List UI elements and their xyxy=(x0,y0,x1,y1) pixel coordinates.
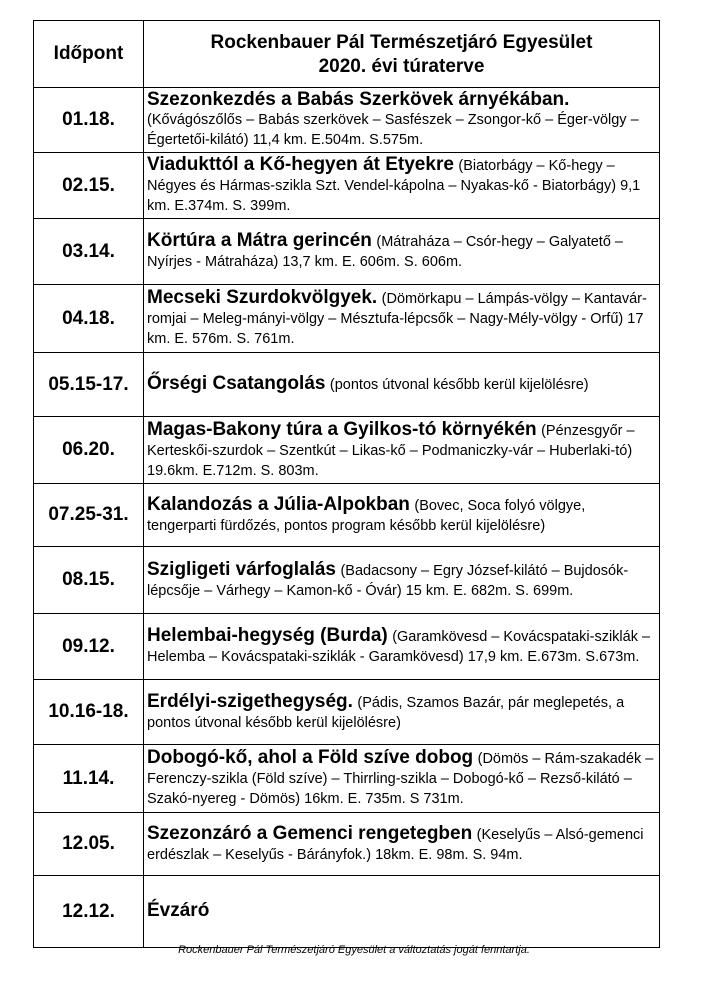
table-header-row xyxy=(34,21,660,88)
row-detail: (Keselyűs – Alsó-gemenci erdészlak – Keselyűs - Bárányfok.) 18km. E. 98m. S. 94m. xyxy=(147,826,644,863)
row-date: 09.12. xyxy=(34,614,144,680)
row-description xyxy=(144,353,660,417)
table-row xyxy=(34,614,660,680)
row-description xyxy=(144,876,660,948)
row-date: 11.14. xyxy=(34,745,144,813)
row-title: Szigligeti várfoglalás xyxy=(147,558,336,580)
table-row xyxy=(34,745,660,813)
row-date: 12.05. xyxy=(34,813,144,876)
table-row xyxy=(34,680,660,745)
row-title: Körtúra a Mátra gerincén xyxy=(147,230,372,251)
date-column-header: Időpont xyxy=(34,21,144,88)
table-row xyxy=(34,353,660,417)
table-row xyxy=(34,88,660,153)
row-detail: (Dömörkapu – Lámpás-völgy – Kantavár-romjai – Meleg-mányi-völgy – Mésztufa-lépcsők – Nagy-Mély-völgy - Orfű) 17 km. E. 576m. S. 761m. xyxy=(147,291,647,347)
row-date: 04.18. xyxy=(34,285,144,353)
row-date: 12.12. xyxy=(34,876,144,948)
row-detail: (Badacsony – Egry József-kilátó – Bujdosók-lépcsője – Várhegy – Kamon-kő - Óvár) 15 km. E. 682m. S. 699m. xyxy=(147,562,629,599)
row-description xyxy=(144,484,660,547)
row-description xyxy=(144,153,660,219)
row-detail: (Kővágószőlős – Babás szerkövek – Sasfészek – Zsongor-kő – Éger-völgy – Égertetői-kilátó) 11,4 km. E.504m. S.575m. xyxy=(147,112,639,148)
row-detail: (Bovec, Soca folyó völgye, tengerparti fürdőzés, pontos program később kerül kijelölésre) xyxy=(147,497,586,534)
table-row xyxy=(34,547,660,614)
row-date: 10.16-18. xyxy=(34,680,144,745)
table-title xyxy=(144,21,660,88)
title-line-2: 2020. évi túraterve xyxy=(318,56,485,77)
row-date: 08.15. xyxy=(34,547,144,614)
title-line-1: Rockenbauer Pál Természetjáró Egyesület xyxy=(210,32,593,53)
disclaimer-footer: Rockenbauer Pál Természetjáró Egyesület a változtatás jogát fenntartja. xyxy=(178,944,530,956)
row-detail: (Pádis, Szamos Bazár, pár meglepetés, a pontos útvonal később kerül kijelölésre) xyxy=(147,694,625,731)
row-title: Magas-Bakony túra a Gyilkos-tó környékén xyxy=(147,418,537,440)
row-date: 05.15-17. xyxy=(34,353,144,417)
row-detail: (Biatorbágy – Kő-hegy – Négyes és Hármas-szikla Szt. Vendel-kápolna – Nyakas-kő - Biatorbágy) 9,1 km. E.374m. S. 399m. xyxy=(147,158,641,214)
row-date: 07.25-31. xyxy=(34,484,144,547)
row-title: Erdélyi-szigethegység. xyxy=(147,690,353,712)
row-title: Kalandozás a Júlia-Alpokban xyxy=(147,493,410,515)
row-date: 06.20. xyxy=(34,417,144,484)
row-description xyxy=(144,813,660,876)
row-title: Őrségi Csatangolás xyxy=(147,373,326,394)
table-row xyxy=(34,876,660,948)
row-description xyxy=(144,219,660,285)
table-row xyxy=(34,813,660,876)
row-detail: (pontos útvonal később kerül kijelölésre) xyxy=(329,377,589,393)
row-title: Szezonzáró a Gemenci rengetegben xyxy=(147,822,473,844)
row-description xyxy=(144,88,660,153)
row-detail: (Dömös – Rám-szakadék – Ferenczy-szikla (Föld szíve) – Thirrling-szikla – Dobogó-kő – Rezső-kilátó – Szakó-nyereg - Dömös) 16km. E. 735m. S 731m. xyxy=(147,751,654,807)
row-detail: (Mátraháza – Csór-hegy – Galyatető – Nyírjes - Mátraháza) 13,7 km. E. 606m. S. 606m. xyxy=(147,234,623,270)
row-date: 01.18. xyxy=(34,88,144,153)
row-description xyxy=(144,745,660,813)
table-row xyxy=(34,153,660,219)
row-description xyxy=(144,285,660,353)
row-detail: (Pénzesgyőr – Kerteskői-szurdok – Szentkút – Likas-kő – Podmaniczky-vár – Huberlaki-tó) 19.6km. E.712m. S. 803m. xyxy=(147,422,635,479)
table-row xyxy=(34,484,660,547)
table-row xyxy=(34,219,660,285)
row-date: 02.15. xyxy=(34,153,144,219)
row-title: Viadukttól a Kő-hegyen át Etyekre xyxy=(147,154,454,175)
row-description xyxy=(144,680,660,745)
row-date: 03.14. xyxy=(34,219,144,285)
table-row xyxy=(34,285,660,353)
row-title: Szezonkezdés a Babás Szerkövek árnyékában. xyxy=(147,89,570,110)
row-title: Dobogó-kő, ahol a Föld szíve dobog xyxy=(147,747,474,768)
row-title: Évzáró xyxy=(147,900,210,921)
table-row xyxy=(34,417,660,484)
tour-plan-table xyxy=(33,20,660,948)
row-description xyxy=(144,547,660,614)
row-detail: (Garamkövesd – Kovácspataki-sziklák – Helemba – Kovácspataki-sziklák - Garamkövesd) 17,9 km. E.673m. S.673m. xyxy=(147,629,651,665)
row-description xyxy=(144,417,660,484)
row-description xyxy=(144,614,660,680)
row-title: Helembai-hegység (Burda) xyxy=(147,625,388,646)
row-title: Mecseki Szurdokvölgyek. xyxy=(147,287,378,308)
